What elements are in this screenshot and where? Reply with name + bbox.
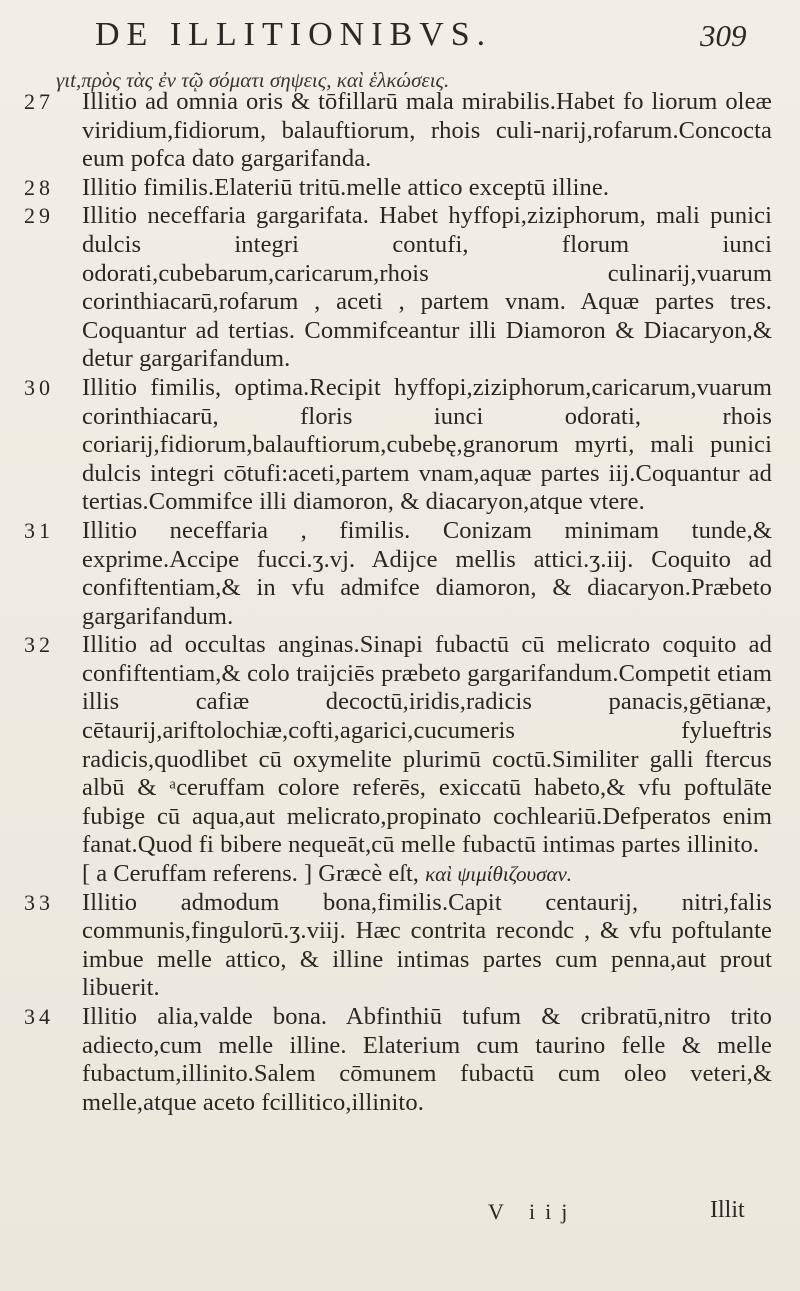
recipe-entry-28 [24,173,772,203]
recipe-entry-33 [24,888,772,1003]
entry-text: Illitio admodum bona,fimilis.Capit centaurij, nitri,falis communis,fingulorū.ʒ.viij. Hæc contrita recondc , & vfu poftulante imbue melle attico, & illine intimas partes cum penna,aut prout libuerit. [82,888,772,1002]
marginal-note [82,860,772,889]
entry-number: 30 [24,374,54,400]
entry-text: Illitio ad occultas anginas.Sinapi fubactū cū melicrato coquito ad confiftentiam,& colo traijciēs præbeto gargarifandum.Competit etiam illis cafiæ decoctū,iridis,radicis panacis,gētianæ, cētaurij,ariftolochiæ,cofti,agarici,cucumeris fylueftris radicis,quodlibet cū oxymelite plurimū coctū.Similiter galli ftercus albū & ᵃceruffam colore referēs, exiccatū habeto,& vfu poftulāte fubige cū aqua,aut melicrato,propinato cochleariū.Defperatos enim fanat.Quod fi bibere nequeāt,cū melle fubactū intimas partes illinito. [82,631,772,859]
recipe-entry-32 [24,631,772,860]
entry-text: Illitio neceffaria gargarifata. Habet hyffopi,ziziphorum, mali punici dulcis integri contufi, florum iunci odorati,cubebarum,caricarum,rhois culinarij,vuarum corinthiacarū,rofarum , aceti , partem vnam. Aquæ partes tres. Coquantur ad tertias. Commifceantur illi Diamoron & Diacaryon,& detur gargarifandum. [82,202,772,373]
greek-subtitle: γιt,πρὸς τὰς ἐν τῷ σόματι σηψεις, καὶ ἑλκώσεις. [56,68,450,92]
recipe-entry-27 [24,88,772,174]
entry-number: 34 [24,1004,54,1029]
entry-number: 29 [24,203,54,229]
entry-number: 27 [24,89,54,114]
running-title: DE ILLITIONIBVS. [95,16,493,53]
page-header [0,16,800,66]
recipe-entry-31 [24,516,772,631]
entry-text: Illitio fimilis.Elateriū tritū.melle attico exceptū illine. [82,173,610,201]
entry-text: Illitio fimilis, optima.Recipit hyffopi,ziziphorum,caricarum,vuarum corinthiacarū, floris iunci odorati, rhois coriarij,fidiorum,balauftiorum,cubebę,granorum myrti, mali punici dulcis integri cōtufi:aceti,partem vnam,aquæ partes iij.Coquantur ad tertias.Commifce illi diamoron, & diacaryon,atque vtere. [82,373,772,516]
entry-text: Illitio alia,valde bona. Abfinthiū tufum & cribratū,nitro trito adiecto,cum melle illine. Elaterium cum taurino felle & melle fubactum,illinito.Salem cōmunem fubactū cum oleo veteri,& melle,atque aceto fcillitico,illinito. [82,1003,772,1116]
signature-mark: V iij [488,1199,578,1224]
entry-text: Illitio neceffaria , fimilis. Conizam minimam tunde,& exprime.Accipe fucci.ʒ.vj. Adijce mellis attici.ʒ.iij. Coquito ad confiftentiam,& in vfu admifce diamoron, & diacaryon.Præbeto gargarifandum. [82,516,772,630]
body-text [0,88,800,1117]
catchword: Illit [710,1197,745,1223]
note-text: [ a Ceruffam referens. ] Græcè eſt, [82,860,419,888]
recipe-entry-34 [24,1003,772,1117]
entry-number: 28 [24,174,54,200]
entry-number: 32 [24,632,54,658]
recipe-entry-30 [24,373,772,517]
entry-text: Illitio ad omnia oris & tōfillarū mala mirabilis.Habet fo liorum oleæ viridium,fidiorum, balauftiorum, rhois culi-narij,rofarum.Concocta eum pofca dato gargarifanda. [82,88,772,173]
entry-number: 33 [24,889,54,915]
recipe-entry-29 [24,202,772,374]
note-greek: καὶ ψιμίθιζουσαν. [425,862,573,887]
entry-number: 31 [24,517,54,543]
page-number: 309 [700,18,747,53]
